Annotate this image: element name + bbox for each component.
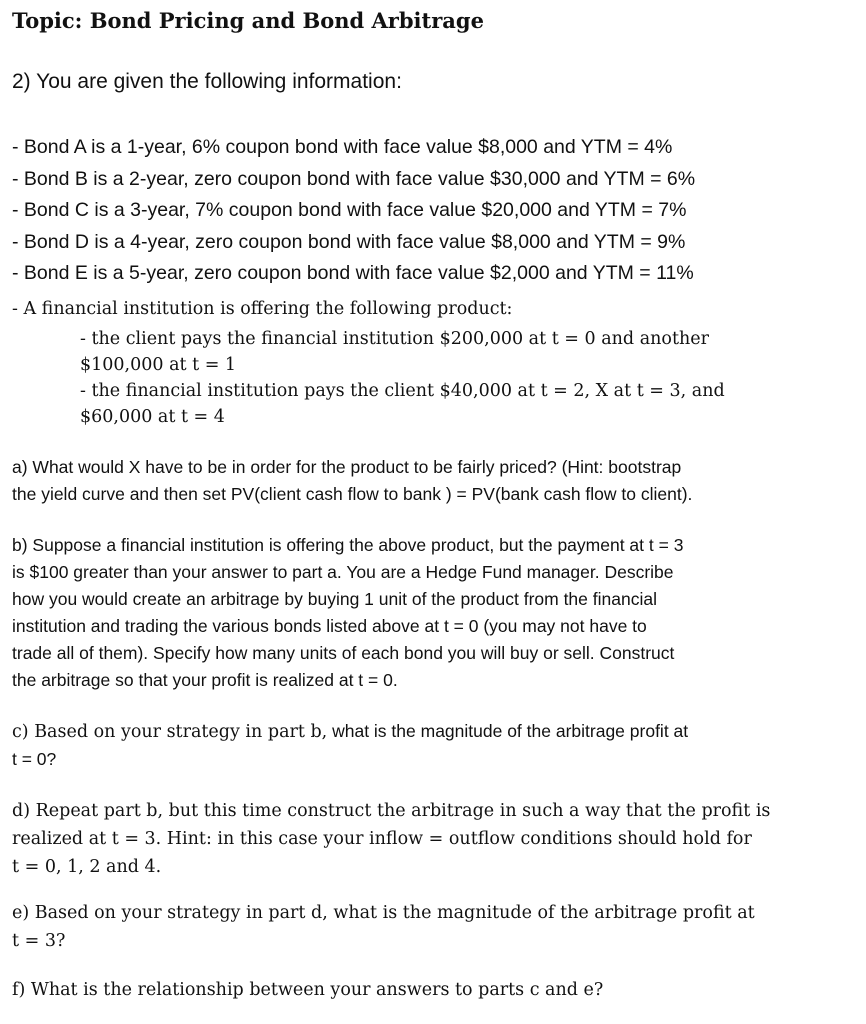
question-b-line: how you would create an arbitrage by buying 1 unit of the product from the financial: [12, 589, 657, 609]
question-c: [12, 718, 854, 773]
question-b-line: the arbitrage so that your profit is realized at t = 0.: [12, 670, 398, 690]
question-a: [12, 454, 854, 508]
question-a-line: a) What would X have to be in order for the product to be fairly priced? (Hint: bootstrap: [12, 457, 682, 477]
bond-item-c: - Bond C is a 3-year, 7% coupon bond with face value $20,000 and YTM = 7%: [12, 199, 687, 221]
question-e: [12, 899, 854, 955]
bond-item-a: - Bond A is a 1-year, 6% coupon bond with face value $8,000 and YTM = 4%: [12, 136, 673, 158]
product-line: $100,000 at t = 1: [80, 355, 237, 375]
question-f-line: f) What is the relationship between your answers to parts c and e?: [12, 980, 604, 1000]
question-d: [12, 797, 854, 881]
bond-item-d: - Bond D is a 4-year, zero coupon bond with face value $8,000 and YTM = 9%: [12, 230, 686, 253]
product-line: $60,000 at t = 4: [80, 407, 225, 427]
question-e-line: e) Based on your strategy in part d, what is the magnitude of the arbitrage profit at: [12, 903, 755, 923]
page-title: Topic: Bond Pricing and Bond Arbitrage: [12, 8, 484, 33]
question-b-line: b) Suppose a financial institution is offering the above product, but the payment at t = 3: [12, 535, 684, 555]
product-line: - the financial institution pays the client $40,000 at t = 2, X at t = 3, and: [80, 381, 725, 401]
question-b-line: institution and trading the various bonds listed above at t = 0 (you may not have to: [12, 616, 647, 636]
product-heading: - A financial institution is offering the following product:: [12, 299, 513, 319]
question-e-line: t = 3?: [12, 931, 66, 951]
product-line: - the client pays the financial institution $200,000 at t = 0 and another: [80, 329, 709, 349]
question-c-sans-part: what is the magnitude of the arbitrage profit at: [327, 721, 689, 741]
question-d-line: realized at t = 3. Hint: in this case your inflow = outflow conditions should hold for: [12, 829, 752, 849]
question-d-line: d) Repeat part b, but this time construct the arbitrage in such a way that the profit is: [12, 801, 771, 821]
bond-item-b: - Bond B is a 2-year, zero coupon bond with face value $30,000 and YTM = 6%: [12, 167, 696, 190]
question-b: [12, 532, 854, 694]
question-b-line: is $100 greater than your answer to part a. You are a Hedge Fund manager. Describe: [12, 562, 674, 582]
question-d-line: t = 0, 1, 2 and 4.: [12, 857, 162, 877]
product-details: [80, 326, 725, 430]
question-c-serif-part: c) Based on your strategy in part b,: [12, 722, 328, 742]
question-a-line: the yield curve and then set PV(client cash flow to bank ) = PV(bank cash flow to client).: [12, 484, 693, 504]
question-f: [12, 976, 854, 1004]
question-b-line: trade all of them). Specify how many units of each bond you will buy or sell. Construct: [12, 643, 675, 663]
question-intro: 2) You are given the following information:: [12, 70, 402, 93]
bond-list: [12, 132, 695, 290]
bond-item-e: - Bond E is a 5-year, zero coupon bond with face value $2,000 and YTM = 11%: [12, 262, 694, 284]
question-c-line: t = 0?: [12, 749, 57, 769]
